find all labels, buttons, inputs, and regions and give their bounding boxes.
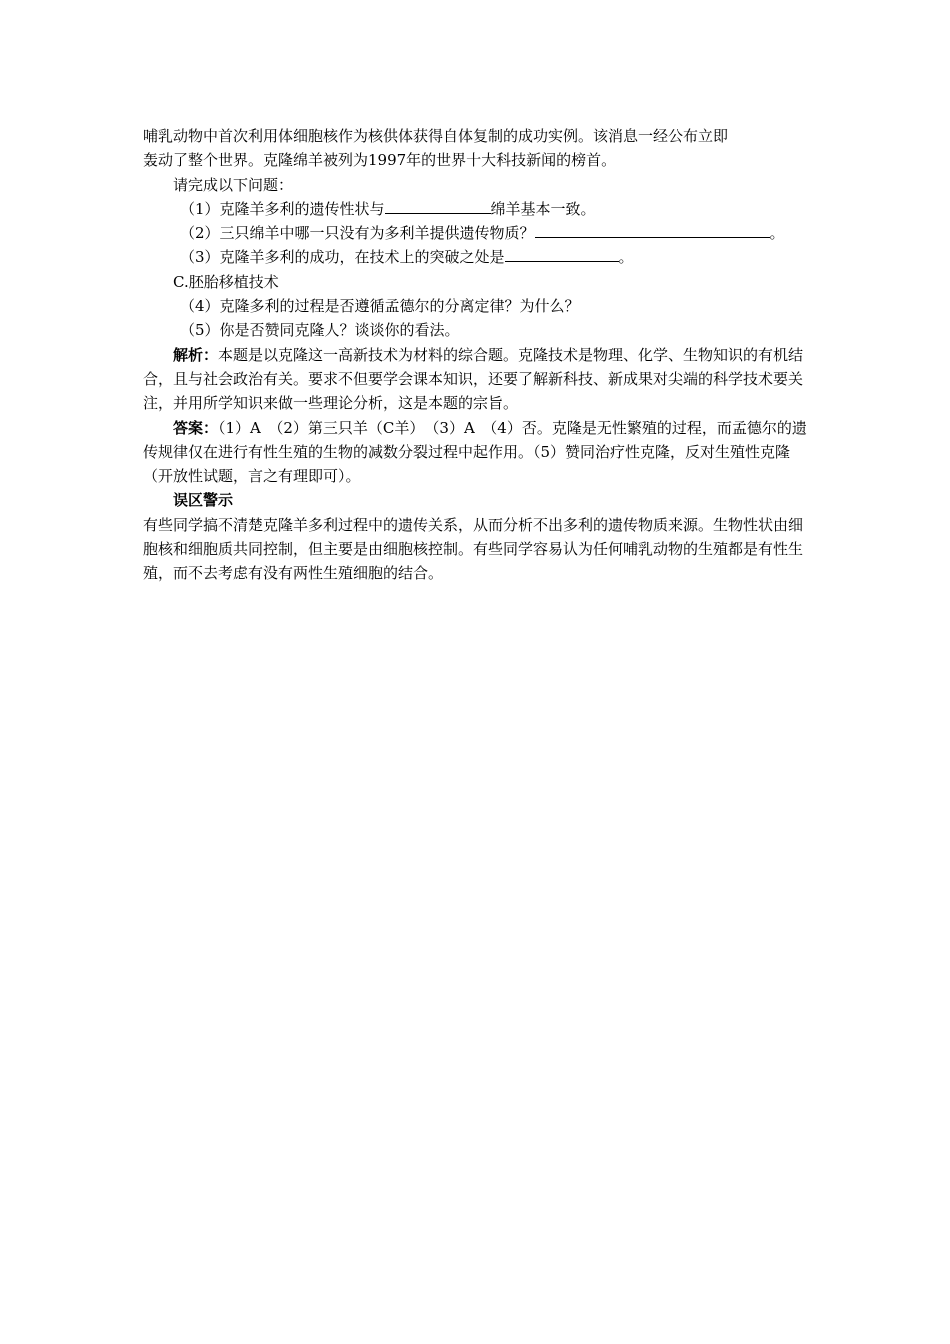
question-2-text: （2）三只绵羊中哪一只没有为多利羊提供遗传物质？ [180,224,535,243]
question-3 [143,245,813,269]
answer-paragraph [143,416,813,489]
intro-line-1: 哺乳动物中首次利用体细胞核作为核供体获得自体复制的成功实例。该消息一经公布立即 [143,127,729,145]
answer-blank-3 [505,247,619,262]
answer-blank-2 [535,223,770,238]
misconception-paragraph: 有些同学搞不清楚克隆羊多利过程中的遗传关系，从而分析不出多利的遗传物质来源。生物性状由细胞核和细胞质共同控制，但主要是由细胞核控制。有些同学容易认为任何哺乳动物的生殖都是有性生殖，而不去考虑有没有两性生殖细胞的结合。 [143,515,804,583]
intro-line-2: 轰动了整个世界。克隆绵羊被列为1997年的世界十大科技新闻的榜首。 [143,151,617,170]
question-1 [143,197,813,221]
analysis-label: 解析： [173,345,219,364]
question-3-text: （3）克隆羊多利的成功，在技术上的突破之处是 [180,248,505,267]
question-1-tail: 绵羊基本一致。 [490,199,596,218]
question-prompt: 请完成以下问题： [173,175,294,194]
analysis-text: 本题是以克隆这一高新技术为材料的综合题。克隆技术是物理、化学、生物知识的有机结合，且与社会政治有关。要求不但要学会课本知识，还要了解新科技、新成果对尖端的科学技术要关注，并用所学知识来做一些理论分析，这是本题的宗旨。 [143,345,804,413]
question-1-text: （1）克隆羊多利的遗传性状与 [180,199,385,218]
analysis-paragraph [143,343,813,416]
question-2-tail: 。 [769,224,785,243]
question-3-tail: 。 [618,248,634,267]
option-c: C.胚胎移植技术 [173,272,279,291]
answer-label: 答案： [173,418,219,437]
misconception-heading: 误区警示 [173,491,234,510]
answer-blank-1 [385,199,491,214]
answer-text: （1）A （2）第三只羊（C羊） （3）A （4）否。克隆是无性繁殖的过程，而孟德尔的遗传规律仅在进行有性生殖的生物的减数分裂过程中起作用。（5）赞同治疗性克隆，反对生殖性克隆（开放性试题，言之有理即可）。 [143,418,807,486]
question-5: （5）你是否赞同克隆人？谈谈你的看法。 [180,321,460,340]
question-2 [143,221,813,245]
question-4: （4）克隆多利的过程是否遵循孟德尔的分离定律？为什么？ [180,297,580,316]
document-body [143,124,813,586]
